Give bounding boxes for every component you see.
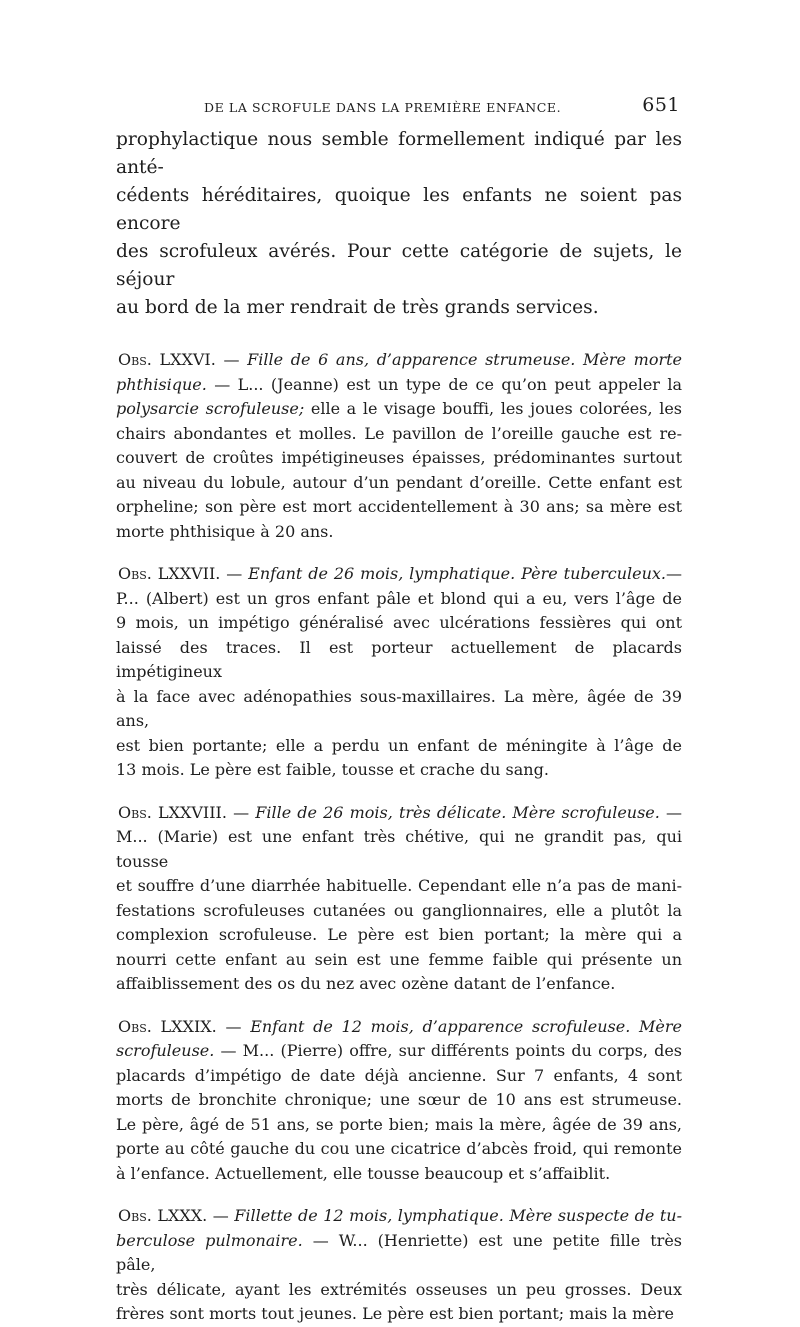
text-line [116,495,682,520]
observation-title: berculose pulmonaire. [116,1230,303,1250]
text-line [116,874,682,899]
text-line: au bord de la mer rendrait de très grands services. [116,297,599,318]
observation-label: Obs. LXXX. — [118,1206,235,1225]
observation-text: nourri cette enfant au sein est une femme faible qui présente un [116,949,682,969]
text-line [116,923,682,948]
running-head [116,92,682,126]
text-line: prophylactique nous semble formellement indiqué par les anté- [116,129,682,178]
text-line [116,1302,682,1327]
observation-text: au niveau du lobule, autour d’un pendant d’oreille. Cette enfant est [116,472,682,492]
observation-text: à l’enfance. Actuellement, elle tousse beaucoup et s’affaiblit. [116,1163,611,1183]
book-page [116,92,682,1327]
observation-text: frères sont morts tout jeunes. Le père est bien portant; mais la mère [116,1304,674,1323]
text-line [116,611,682,636]
observation-title: Fille de 26 mois, très délicate. Mère scrofuleuse. [255,802,660,822]
observation-title: Enfant de 12 mois, d’apparence scrofuleuse. Mère [250,1016,682,1036]
text-line [116,1137,682,1162]
observation-text: laissé des traces. Il est porteur actuellement de placards impétigineux [116,637,682,681]
observation-text: morte phthisique à 20 ans. [116,521,334,541]
text-line [116,1064,682,1089]
observation-label: Obs. LXXVII. — [118,564,249,583]
observation-text: chairs abondantes et molles. Le pavillon de l’oreille gauche est re- [116,423,682,443]
observation-text: 13 mois. Le père est faible, tousse et crache du sang. [116,760,549,779]
observation-text: orpheline; son père est mort accidentellement à 30 ans; sa mère est [116,497,682,516]
observation-text: P... (Albert) est un gros enfant pâle et blond qui a eu, vers l’âge de [116,588,682,608]
observation-text: elle a le visage bouffi, les joues colorées, les [304,399,682,418]
text-line [116,734,682,759]
observation-paragraph [116,801,682,997]
observation-text: couvert de croûtes impétigineuses épaisses, prédominantes surtout [116,448,682,467]
observation-label: Obs. LXXVI. — [118,350,248,369]
observation-title: phthisique. [116,374,207,394]
text-line [116,636,682,685]
running-title: DE LA SCROFULE DANS LA PREMIÈRE ENFANCE. [204,100,562,115]
observation-title: scrofuleuse. [116,1041,215,1060]
text-line [116,972,682,997]
observation-text: porte au côté gauche du cou une cicatrice d’abcès froid, qui remonte [116,1139,682,1158]
observation-title: polysarcie scrofuleuse; [116,399,305,418]
text-line [116,348,682,373]
observation-text: — W... (Henriette) est une petite fille très pâle, [116,1230,683,1274]
observation-text: et souffre d’une diarrhée habituelle. Cependant elle n’a pas de mani- [116,876,682,895]
observation-paragraph [116,348,682,544]
text-line [116,1039,682,1064]
observation-text: Le père, âgé de 51 ans, se porte bien; mais la mère, âgée de 39 ans, [116,1114,682,1134]
observation-text: à la face avec adénopathies sous-maxillaires. La mère, âgée de 39 ans, [116,686,682,730]
text-line [116,801,682,826]
observation-text: 9 mois, un impétigo généralisé avec ulcérations fessières qui ont [116,613,682,632]
observation-text: placards d’impétigo de date déjà ancienne. Sur 7 enfants, 4 sont [116,1065,682,1085]
text-line [116,899,682,924]
text-line [116,422,682,447]
page-number: 651 [642,94,680,116]
text-line [116,373,682,398]
observation-text: — M... (Pierre) offre, sur différents points du corps, des [214,1041,682,1060]
observation-text: M... (Marie) est une enfant très chétive, qui ne grandit pas, qui tousse [116,827,682,871]
observation-paragraph [116,1015,682,1187]
text-line [116,587,682,612]
observation-text: morts de bronchite chronique; une sœur de 10 ans est strumeuse. [116,1090,682,1109]
observation-text: complexion scrofuleuse. Le père est bien portant; la mère qui a [116,925,682,944]
observation-label: Obs. LXXVIII. — [118,802,256,822]
observation-title: Fillette de 12 mois, lymphatique. Mère suspecte de tu- [234,1206,683,1225]
observation-label: Obs. LXXIX. — [118,1016,251,1036]
text-line [116,1015,682,1040]
text-line [116,446,682,471]
text-line [116,948,682,973]
observation-text: affaiblissement des os du nez avec ozène datant de l’enfance. [116,974,616,993]
observation-text: est bien portante; elle a perdu un enfant de méningite à l’âge de [116,735,682,755]
text-line [116,1162,682,1187]
text-line [116,520,682,545]
observations-list [116,348,682,1327]
observation-text: — [659,802,682,822]
observation-text: festations scrofuleuses cutanées ou ganglionnaires, elle a plutôt la [116,900,682,920]
text-line [116,825,682,874]
text-line [116,1113,682,1138]
text-line [116,1229,682,1278]
text-line [116,397,682,422]
observation-paragraph [116,1204,682,1327]
text-line [116,1204,682,1229]
text-line [116,685,682,734]
observation-paragraph [116,562,682,783]
text-line: des scrofuleux avérés. Pour cette catégorie de sujets, le séjour [116,241,682,290]
observation-text: — [666,564,682,583]
text-line: cédents héréditaires, quoique les enfants ne soient pas encore [116,185,682,234]
text-line [116,1278,682,1303]
observation-title: Fille de 6 ans, d’apparence strumeuse. Mère morte [247,350,682,369]
text-line [116,562,682,587]
intro-paragraph [116,126,682,322]
observation-title: Enfant de 26 mois, lymphatique. Père tuberculeux. [248,564,666,583]
text-line [116,471,682,496]
observation-text: — L... (Jeanne) est un type de ce qu’on peut appeler la [206,374,682,394]
text-line [116,758,682,783]
text-line [116,1088,682,1113]
observation-text: très délicate, ayant les extrémités osseuses un peu grosses. Deux [116,1279,682,1299]
